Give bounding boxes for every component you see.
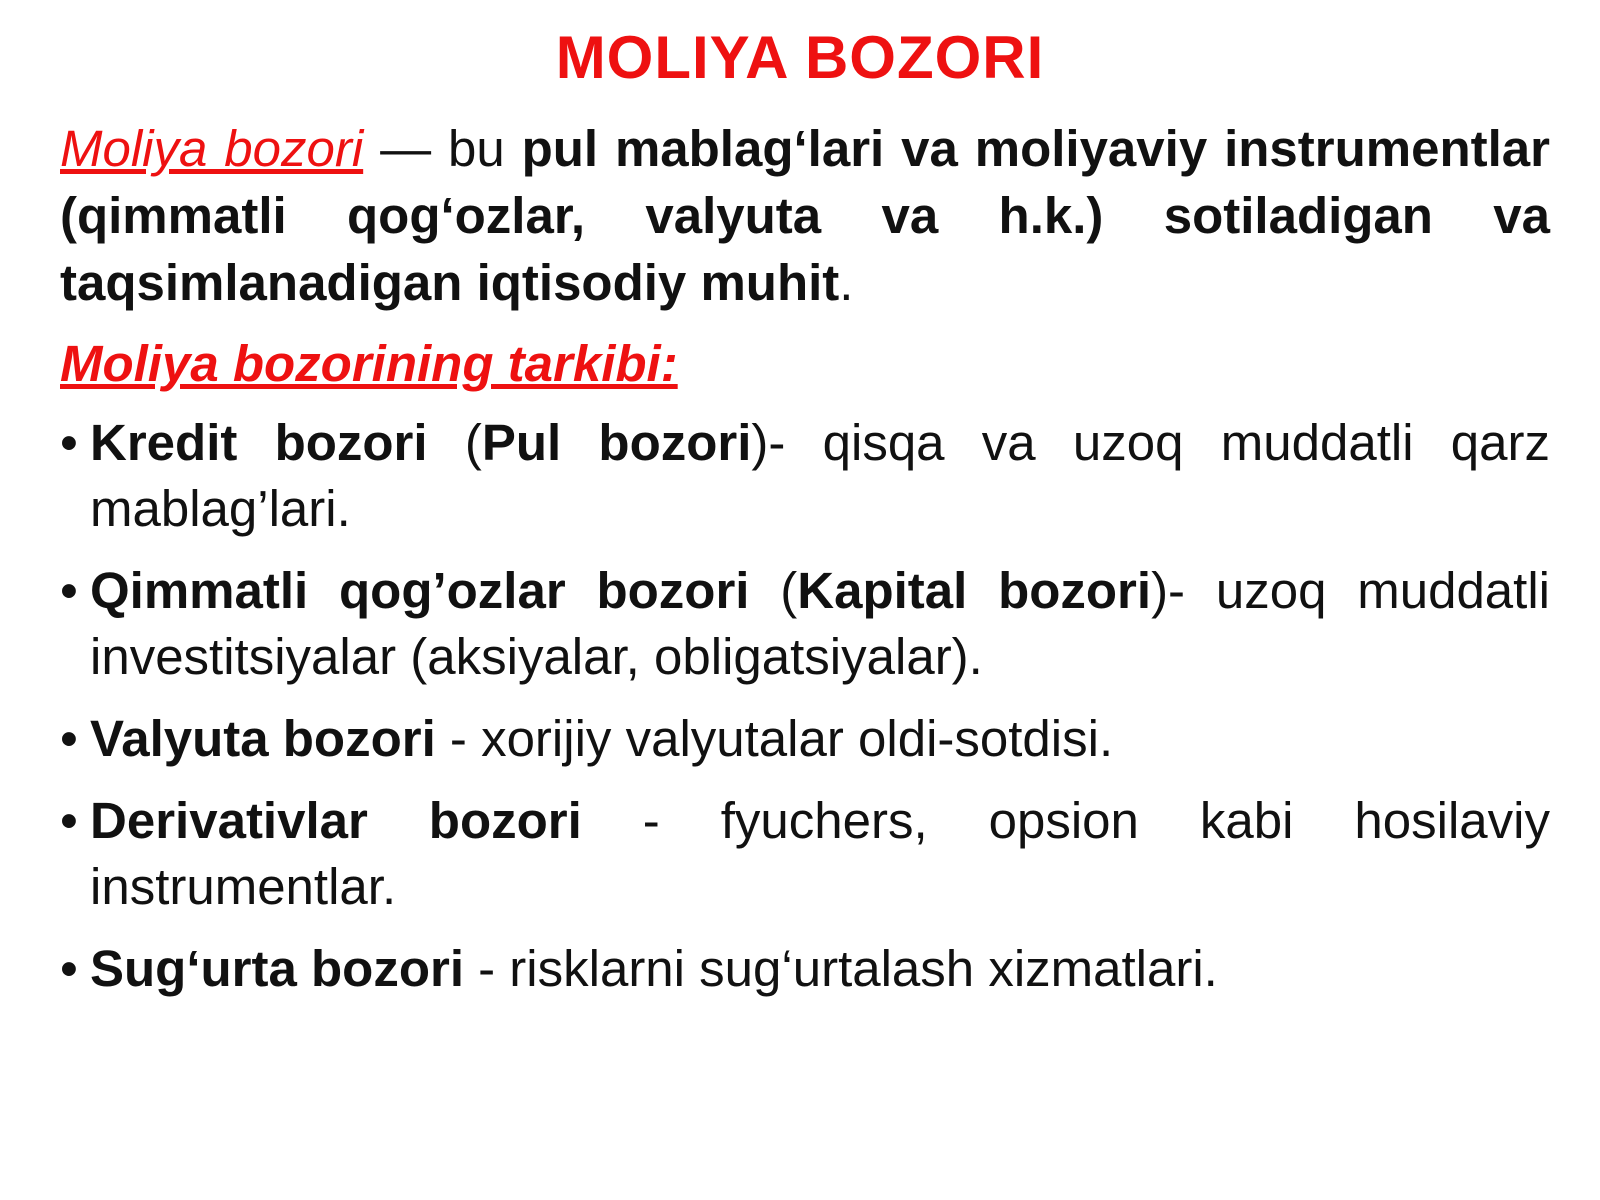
definition-term: Moliya bozori: [60, 120, 364, 177]
item-term: Valyuta bozori: [90, 710, 436, 767]
item-term-alt: Kapital bozori: [797, 562, 1152, 619]
bullet-dot-icon: •: [60, 414, 78, 471]
definition-bold: pul mablag‘lari va moliyaviy instrumentlar (qimmatli qog‘ozlar, valyuta va h.k.) sotiladigan va taqsimlanadigan iqtisodiy muhit: [60, 120, 1550, 311]
item-term: Sug‘urta bozori: [90, 940, 464, 997]
item-paren: (: [427, 414, 482, 471]
bullet-dot-icon: •: [60, 792, 78, 849]
definition-end: .: [839, 254, 854, 311]
list-item: [60, 936, 1550, 1002]
item-paren: (: [749, 562, 798, 619]
item-term-alt: Pul bozori: [481, 414, 752, 471]
list-item: [60, 788, 1550, 920]
slide-title: MOLIYA BOZORI: [555, 24, 1045, 91]
definition-paragraph: [60, 115, 1550, 316]
item-term: Qimmatli qog’ozlar bozori: [90, 562, 750, 619]
bullet-list: [60, 410, 1550, 1018]
item-term: Kredit bozori: [90, 414, 428, 471]
item-description: )- qisqa va uzoq muddatli qarz mablag’lari.: [90, 414, 1551, 537]
bullet-dot-icon: •: [60, 940, 78, 997]
item-term: Derivativlar bozori: [90, 792, 582, 849]
item-description: - fyuchers, opsion kabi hosilaviy instrumentlar.: [90, 792, 1551, 915]
item-description: )- uzoq muddatli investitsiyalar (aksiyalar, obligatsiyalar).: [90, 562, 1551, 685]
definition-dash: — bu: [363, 120, 522, 177]
bullet-dot-icon: •: [60, 710, 78, 767]
bullet-dot-icon: •: [60, 562, 78, 619]
item-description: - xorijiy valyutalar oldi-sotdisi.: [435, 710, 1114, 767]
item-description: - risklarni sug‘urtalash xizmatlari.: [463, 940, 1218, 997]
section-subheading: Moliya bozorining tarkibi:: [60, 335, 678, 392]
list-item: [60, 410, 1550, 542]
list-item: [60, 558, 1550, 690]
list-item: [60, 706, 1550, 772]
